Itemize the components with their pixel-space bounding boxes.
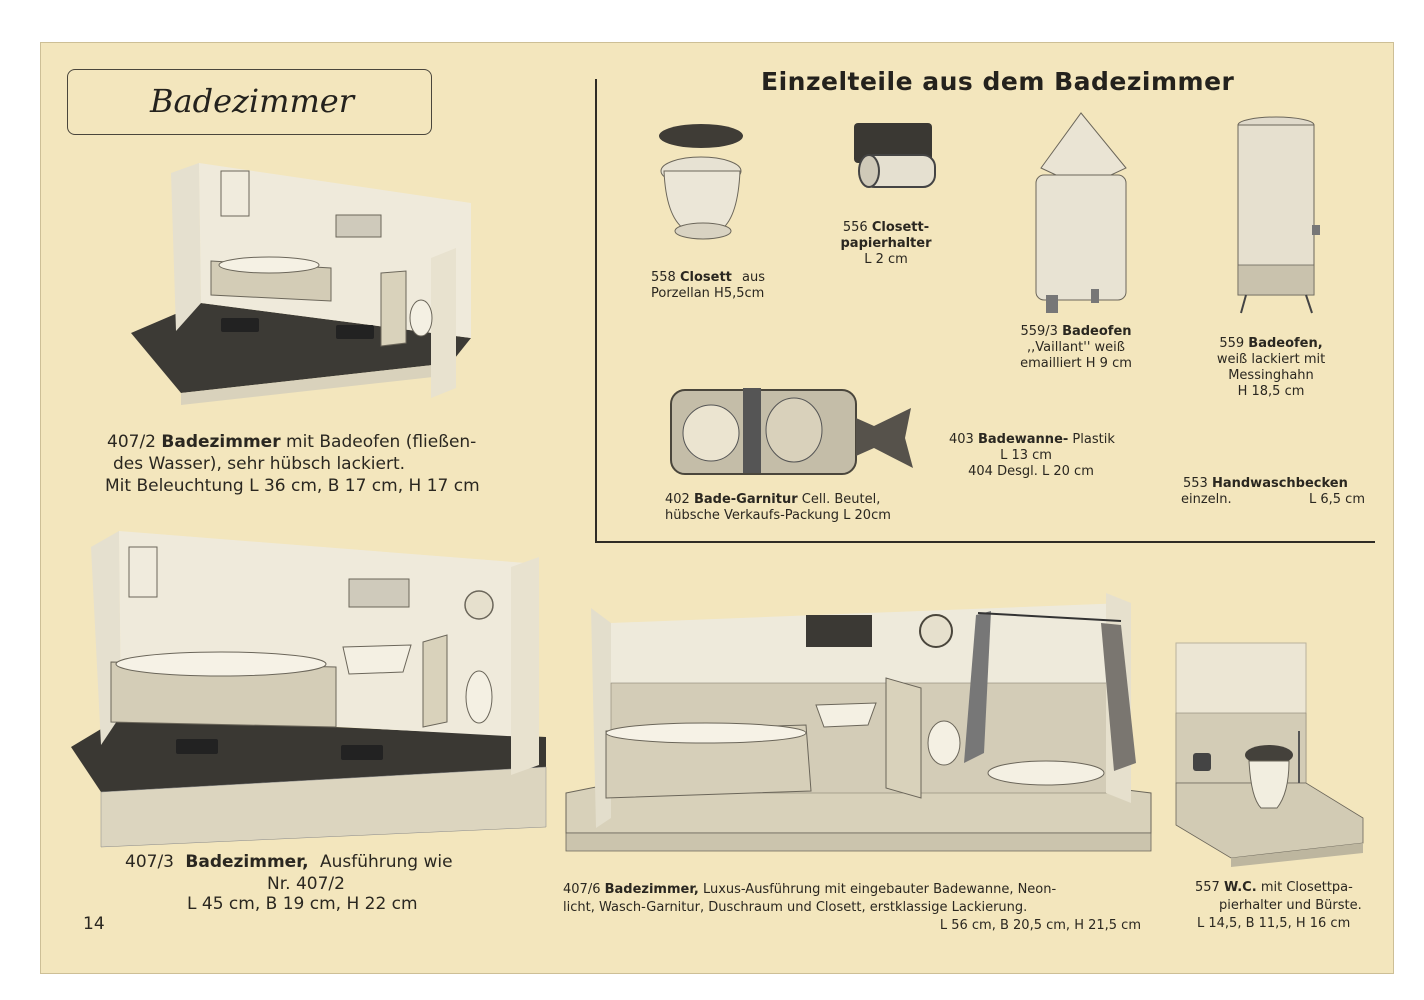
part-556-line2: papierhalter — [840, 236, 932, 251]
product-4073-line1: 407/3 Badezimmer, Ausführung wie — [125, 852, 453, 872]
papierhalter-556-illustration — [851, 121, 941, 196]
part-5593-line2: ,,Vaillant'' weiß — [1027, 340, 1125, 355]
bathroom-4076-illustration — [566, 593, 1161, 878]
catalog-sheet — [40, 42, 1394, 974]
part-403-line3: 404 Desgl. L 20 cm — [968, 464, 1094, 479]
part-402-line2: hübsche Verkaufs-Packung L 20cm — [665, 508, 891, 523]
bade-garnitur-402-illustration — [669, 378, 917, 478]
part-558-line1: 558 Closett aus — [651, 270, 766, 285]
product-4073-line2: Nr. 407/2 — [267, 874, 345, 894]
part-556-line3: L 2 cm — [864, 252, 908, 267]
product-557-line3: L 14,5, B 11,5, H 16 cm — [1197, 916, 1351, 931]
part-559-line2: weiß lackiert mit — [1216, 352, 1326, 367]
part-558-line2: Porzellan H5,5cm — [651, 286, 765, 301]
product-4073-line3: L 45 cm, B 19 cm, H 22 cm — [187, 894, 418, 914]
part-403-line1: 403 Badewanne- Plastik — [949, 432, 1115, 447]
part-403-line2: L 13 cm — [1000, 448, 1052, 463]
product-4076-line3: L 56 cm, B 20,5 cm, H 21,5 cm — [939, 918, 1141, 933]
part-559-line4: H 18,5 cm — [1237, 384, 1305, 399]
badeofen-559-illustration — [1236, 115, 1321, 315]
part-5593-line3: emailliert H 9 cm — [1020, 356, 1132, 371]
product-4076-line2: licht, Wasch-Garnitur, Duschraum und Closett, erstklassige Lackierung. — [563, 900, 1028, 915]
product-4072-line3: Mit Beleuchtung L 36 cm, B 17 cm, H 17 cm — [105, 476, 480, 496]
section-heading: Einzelteile aus dem Badezimmer — [761, 67, 1235, 96]
product-4072-line1: 407/2 Badezimmer mit Badeofen (fließen- — [107, 432, 477, 452]
bathroom-4073-illustration — [71, 517, 551, 847]
closett-558-illustration — [656, 121, 756, 246]
page-number: 14 — [83, 914, 105, 934]
product-557-line1: 557 W.C. mit Closettpa- — [1195, 880, 1353, 895]
part-553-line2: einzeln. — [1181, 492, 1232, 507]
wc-557-illustration — [1171, 643, 1371, 858]
bathroom-4072-illustration — [121, 153, 481, 423]
part-559-line3: Messinghahn — [1228, 368, 1314, 383]
part-5593-line1: 559/3 Badeofen — [1020, 324, 1132, 339]
frame-vertical-line — [595, 79, 597, 543]
page-title: Badezimmer — [150, 82, 355, 120]
product-557-line2: pierhalter und Bürste. — [1219, 898, 1362, 913]
part-559-line1: 559 Badeofen, — [1219, 336, 1323, 351]
frame-horizontal-line — [595, 541, 1375, 543]
part-553-line2-right: L 6,5 cm — [1309, 492, 1365, 507]
title-box — [67, 69, 432, 135]
product-4076-line1: 407/6 Badezimmer, Luxus-Ausführung mit eingebauter Badewanne, Neon- — [563, 882, 1057, 897]
part-553-line1: 553 Handwaschbecken — [1183, 476, 1348, 491]
badeofen-5593-illustration — [1031, 113, 1141, 313]
product-4072-line2: des Wasser), sehr hübsch lackiert. — [113, 454, 406, 474]
part-402-line1: 402 Bade-Garnitur Cell. Beutel, — [665, 492, 881, 507]
part-556-line1: 556 Closett- — [842, 220, 930, 235]
